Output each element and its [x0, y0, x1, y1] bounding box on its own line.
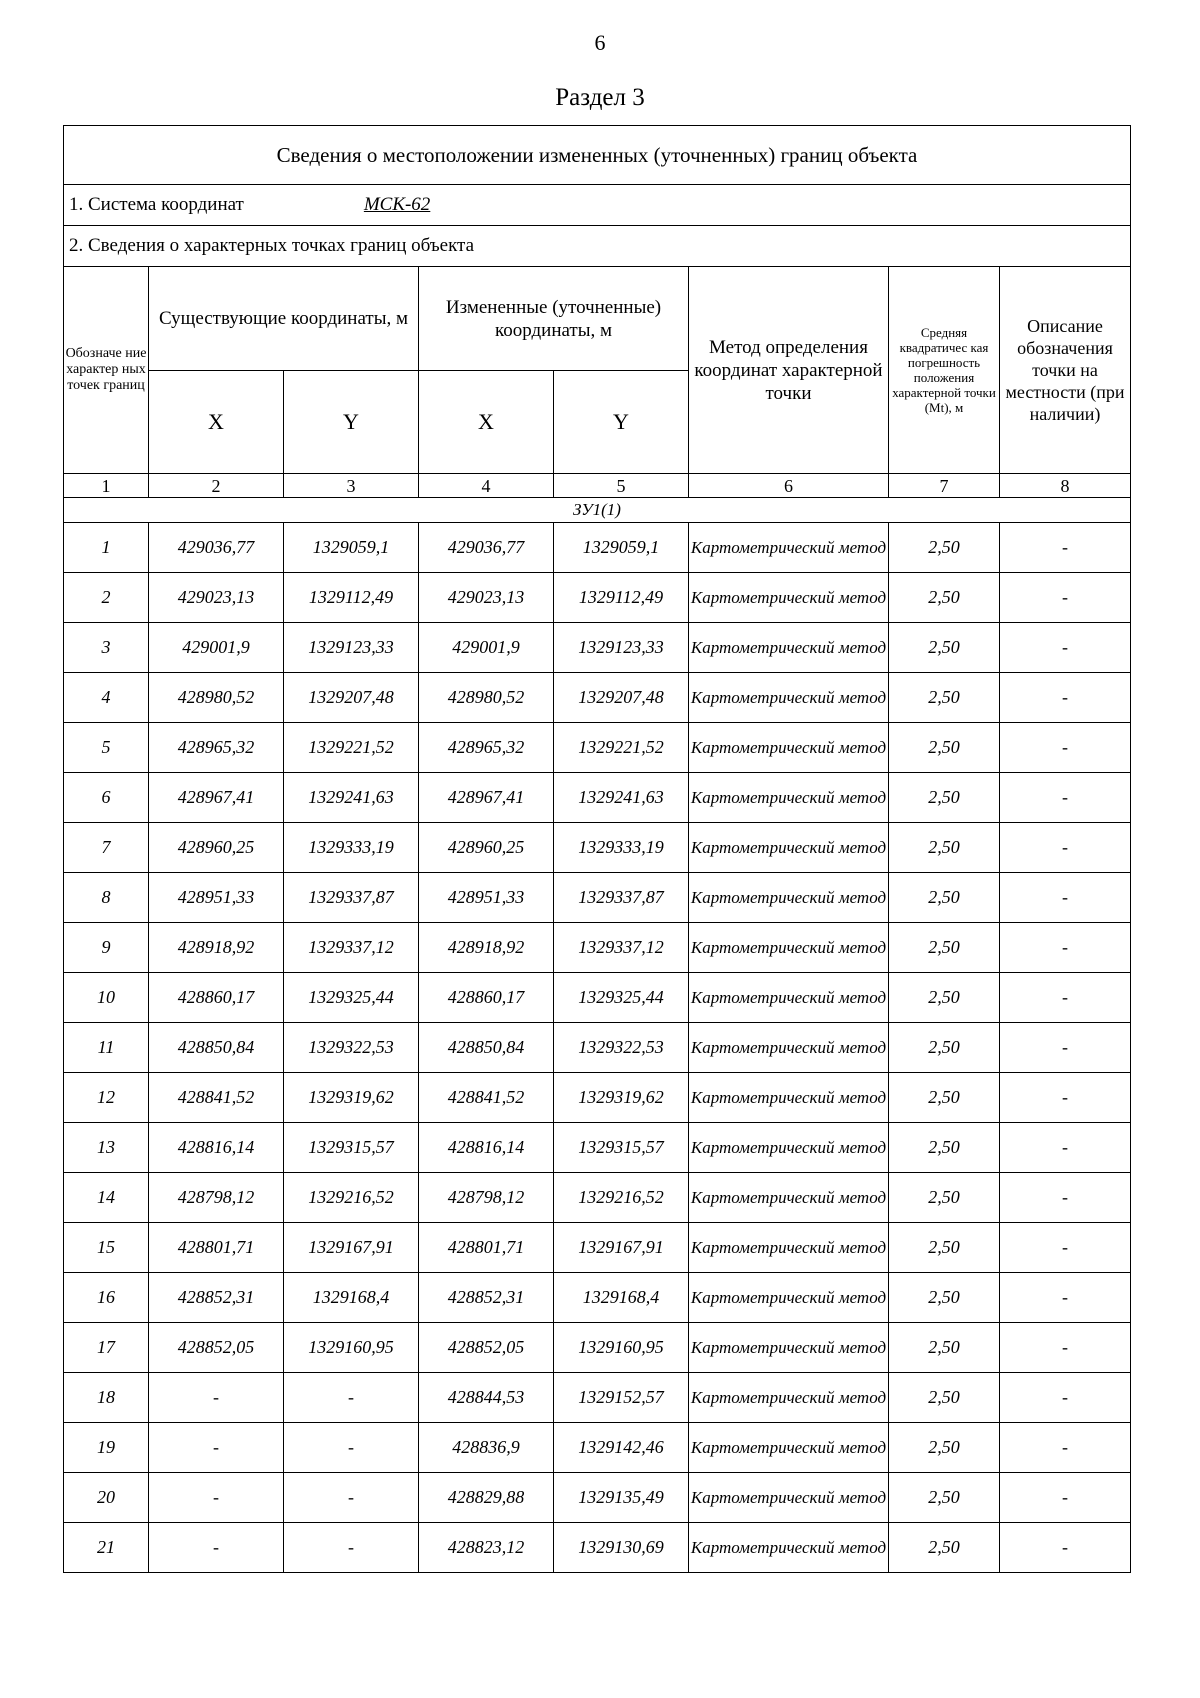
- accuracy-mt-cell: 2,50: [889, 923, 1000, 973]
- existing-x-cell: 429036,77: [149, 523, 284, 573]
- method-cell: Картометрический метод: [689, 723, 889, 773]
- accuracy-mt-cell: 2,50: [889, 973, 1000, 1023]
- existing-y-cell: -: [284, 1373, 419, 1423]
- existing-y-cell: -: [284, 1473, 419, 1523]
- point-number-cell: 5: [64, 723, 149, 773]
- existing-x-cell: 428841,52: [149, 1073, 284, 1123]
- header-existing-x: X: [149, 371, 284, 474]
- header-existing-y: Y: [284, 371, 419, 474]
- changed-y-cell: 1329315,57: [554, 1123, 689, 1173]
- header-accuracy: Средняя квадратичес кая погрешность положения характерной точки (Mt), м: [889, 267, 1000, 474]
- existing-y-cell: 1329325,44: [284, 973, 419, 1023]
- existing-x-cell: -: [149, 1423, 284, 1473]
- existing-x-cell: 428951,33: [149, 873, 284, 923]
- changed-y-cell: 1329135,49: [554, 1473, 689, 1523]
- existing-x-cell: 428801,71: [149, 1223, 284, 1273]
- points-section-label: 2. Сведения о характерных точках границ объекта: [64, 226, 1131, 267]
- existing-x-cell: 429023,13: [149, 573, 284, 623]
- existing-y-cell: 1329337,12: [284, 923, 419, 973]
- changed-x-cell: 428841,52: [419, 1073, 554, 1123]
- accuracy-mt-cell: 2,50: [889, 673, 1000, 723]
- point-description-cell: -: [1000, 1273, 1131, 1323]
- changed-x-cell: 428823,12: [419, 1523, 554, 1573]
- changed-y-cell: 1329142,46: [554, 1423, 689, 1473]
- method-cell: Картометрический метод: [689, 573, 889, 623]
- method-cell: Картометрический метод: [689, 1323, 889, 1373]
- coord-system-value: МСК-62: [363, 194, 431, 215]
- changed-y-cell: 1329112,49: [554, 573, 689, 623]
- header-changed-x: X: [419, 371, 554, 474]
- section-title: Раздел 3: [555, 84, 645, 111]
- accuracy-mt-cell: 2,50: [889, 623, 1000, 673]
- point-description-cell: -: [1000, 923, 1131, 973]
- point-description-cell: -: [1000, 1173, 1131, 1223]
- existing-y-cell: 1329123,33: [284, 623, 419, 673]
- point-description-cell: -: [1000, 623, 1131, 673]
- point-description-cell: -: [1000, 873, 1131, 923]
- changed-y-cell: 1329337,12: [554, 923, 689, 973]
- existing-x-cell: 428798,12: [149, 1173, 284, 1223]
- accuracy-mt-cell: 2,50: [889, 1173, 1000, 1223]
- table-row: [64, 823, 1131, 873]
- point-number-cell: 21: [64, 1523, 149, 1573]
- changed-x-cell: 428844,53: [419, 1373, 554, 1423]
- accuracy-mt-cell: 2,50: [889, 1023, 1000, 1073]
- changed-y-cell: 1329333,19: [554, 823, 689, 873]
- changed-y-cell: 1329160,95: [554, 1323, 689, 1373]
- existing-x-cell: 428816,14: [149, 1123, 284, 1173]
- column-number: 6: [689, 474, 889, 498]
- accuracy-mt-cell: 2,50: [889, 823, 1000, 873]
- header-changed-coords: Измененные (уточненные) координаты, м: [419, 267, 689, 371]
- coord-system-row: [64, 185, 1131, 226]
- point-description-cell: -: [1000, 1023, 1131, 1073]
- accuracy-mt-cell: 2,50: [889, 1323, 1000, 1373]
- header-existing-coords: Существующие координаты, м: [149, 267, 419, 371]
- accuracy-mt-cell: 2,50: [889, 723, 1000, 773]
- table-row: [64, 1523, 1131, 1573]
- method-cell: Картометрический метод: [689, 1073, 889, 1123]
- point-number-cell: 10: [64, 973, 149, 1023]
- changed-y-cell: 1329123,33: [554, 623, 689, 673]
- table-row: [64, 1373, 1131, 1423]
- changed-x-cell: 428852,31: [419, 1273, 554, 1323]
- table-row: [64, 773, 1131, 823]
- table-row: [64, 623, 1131, 673]
- changed-y-cell: 1329325,44: [554, 973, 689, 1023]
- column-number: 1: [64, 474, 149, 498]
- method-cell: Картометрический метод: [689, 923, 889, 973]
- point-number-cell: 9: [64, 923, 149, 973]
- existing-y-cell: 1329319,62: [284, 1073, 419, 1123]
- changed-x-cell: 428798,12: [419, 1173, 554, 1223]
- existing-x-cell: 428852,31: [149, 1273, 284, 1323]
- table-row: [64, 1173, 1131, 1223]
- existing-y-cell: -: [284, 1423, 419, 1473]
- existing-y-cell: 1329216,52: [284, 1173, 419, 1223]
- header-point-designation: Обозначе ние характер ных точек границ: [64, 267, 149, 474]
- changed-y-cell: 1329221,52: [554, 723, 689, 773]
- header-description: Описание обозначения точки на местности (при наличии): [1000, 267, 1131, 474]
- zone-label: ЗУ1(1): [64, 498, 1131, 523]
- point-description-cell: -: [1000, 1223, 1131, 1273]
- method-cell: Картометрический метод: [689, 1023, 889, 1073]
- changed-y-cell: 1329152,57: [554, 1373, 689, 1423]
- boundary-points-table: [63, 125, 1131, 1573]
- point-description-cell: -: [1000, 1523, 1131, 1573]
- point-number-cell: 1: [64, 523, 149, 573]
- method-cell: Картометрический метод: [689, 773, 889, 823]
- point-number-cell: 19: [64, 1423, 149, 1473]
- accuracy-mt-cell: 2,50: [889, 1423, 1000, 1473]
- point-description-cell: -: [1000, 1323, 1131, 1373]
- changed-y-cell: 1329216,52: [554, 1173, 689, 1223]
- column-number: 5: [554, 474, 689, 498]
- changed-y-cell: 1329130,69: [554, 1523, 689, 1573]
- table-row: [64, 1423, 1131, 1473]
- method-cell: Картометрический метод: [689, 873, 889, 923]
- point-description-cell: -: [1000, 573, 1131, 623]
- existing-x-cell: 428967,41: [149, 773, 284, 823]
- changed-x-cell: 429023,13: [419, 573, 554, 623]
- point-number-cell: 4: [64, 673, 149, 723]
- column-number: 3: [284, 474, 419, 498]
- point-description-cell: -: [1000, 1123, 1131, 1173]
- table-row: [64, 1473, 1131, 1523]
- accuracy-mt-cell: 2,50: [889, 773, 1000, 823]
- point-description-cell: -: [1000, 1073, 1131, 1123]
- changed-x-cell: 428918,92: [419, 923, 554, 973]
- existing-x-cell: 428960,25: [149, 823, 284, 873]
- table-row: [64, 873, 1131, 923]
- changed-y-cell: 1329322,53: [554, 1023, 689, 1073]
- point-description-cell: -: [1000, 973, 1131, 1023]
- existing-x-cell: 429001,9: [149, 623, 284, 673]
- table-row: [64, 1073, 1131, 1123]
- method-cell: Картометрический метод: [689, 623, 889, 673]
- method-cell: Картометрический метод: [689, 1523, 889, 1573]
- table-row: [64, 1273, 1131, 1323]
- table-row: [64, 723, 1131, 773]
- accuracy-mt-cell: 2,50: [889, 1473, 1000, 1523]
- changed-y-cell: 1329337,87: [554, 873, 689, 923]
- accuracy-mt-cell: 2,50: [889, 523, 1000, 573]
- point-number-cell: 3: [64, 623, 149, 673]
- point-number-cell: 7: [64, 823, 149, 873]
- method-cell: Картометрический метод: [689, 1123, 889, 1173]
- table-row: [64, 523, 1131, 573]
- point-number-cell: 13: [64, 1123, 149, 1173]
- point-number-cell: 8: [64, 873, 149, 923]
- changed-x-cell: 429001,9: [419, 623, 554, 673]
- changed-x-cell: 428836,9: [419, 1423, 554, 1473]
- existing-y-cell: -: [284, 1523, 419, 1573]
- coord-system-label: 1. Система координат: [69, 194, 244, 215]
- changed-x-cell: 428801,71: [419, 1223, 554, 1273]
- existing-x-cell: -: [149, 1373, 284, 1423]
- existing-y-cell: 1329241,63: [284, 773, 419, 823]
- header-changed-y: Y: [554, 371, 689, 474]
- changed-y-cell: 1329167,91: [554, 1223, 689, 1273]
- point-number-cell: 14: [64, 1173, 149, 1223]
- existing-y-cell: 1329337,87: [284, 873, 419, 923]
- point-number-cell: 12: [64, 1073, 149, 1123]
- existing-y-cell: 1329167,91: [284, 1223, 419, 1273]
- point-number-cell: 17: [64, 1323, 149, 1373]
- accuracy-mt-cell: 2,50: [889, 873, 1000, 923]
- changed-y-cell: 1329319,62: [554, 1073, 689, 1123]
- page-number: 6: [594, 30, 606, 55]
- point-description-cell: -: [1000, 1373, 1131, 1423]
- column-number: 8: [1000, 474, 1131, 498]
- method-cell: Картометрический метод: [689, 823, 889, 873]
- point-number-cell: 15: [64, 1223, 149, 1273]
- existing-y-cell: 1329059,1: [284, 523, 419, 573]
- method-cell: Картометрический метод: [689, 1273, 889, 1323]
- header-method: Метод определения координат характерной точки: [689, 267, 889, 474]
- table-row: [64, 1323, 1131, 1373]
- changed-y-cell: 1329241,63: [554, 773, 689, 823]
- column-numbers-row: [64, 474, 1131, 498]
- changed-x-cell: 428850,84: [419, 1023, 554, 1073]
- point-number-cell: 6: [64, 773, 149, 823]
- table-row: [64, 1123, 1131, 1173]
- changed-x-cell: 428965,32: [419, 723, 554, 773]
- point-description-cell: -: [1000, 1473, 1131, 1523]
- table-row: [64, 1223, 1131, 1273]
- table-row: [64, 573, 1131, 623]
- method-cell: Картометрический метод: [689, 1423, 889, 1473]
- point-number-cell: 18: [64, 1373, 149, 1423]
- changed-x-cell: 428960,25: [419, 823, 554, 873]
- column-number: 4: [419, 474, 554, 498]
- existing-x-cell: 428852,05: [149, 1323, 284, 1373]
- existing-x-cell: -: [149, 1473, 284, 1523]
- existing-x-cell: -: [149, 1523, 284, 1573]
- changed-y-cell: 1329059,1: [554, 523, 689, 573]
- method-cell: Картометрический метод: [689, 523, 889, 573]
- method-cell: Картометрический метод: [689, 1173, 889, 1223]
- table-title: Сведения о местоположении измененных (уточненных) границ объекта: [64, 126, 1131, 185]
- method-cell: Картометрический метод: [689, 1373, 889, 1423]
- existing-y-cell: 1329333,19: [284, 823, 419, 873]
- existing-y-cell: 1329322,53: [284, 1023, 419, 1073]
- existing-y-cell: 1329160,95: [284, 1323, 419, 1373]
- method-cell: Картометрический метод: [689, 973, 889, 1023]
- method-cell: Картометрический метод: [689, 1223, 889, 1273]
- changed-x-cell: 428860,17: [419, 973, 554, 1023]
- changed-x-cell: 428951,33: [419, 873, 554, 923]
- point-number-cell: 11: [64, 1023, 149, 1073]
- changed-y-cell: 1329168,4: [554, 1273, 689, 1323]
- point-number-cell: 20: [64, 1473, 149, 1523]
- point-description-cell: -: [1000, 773, 1131, 823]
- point-description-cell: -: [1000, 523, 1131, 573]
- column-number: 2: [149, 474, 284, 498]
- accuracy-mt-cell: 2,50: [889, 1073, 1000, 1123]
- point-description-cell: -: [1000, 723, 1131, 773]
- existing-x-cell: 428860,17: [149, 973, 284, 1023]
- table-row: [64, 973, 1131, 1023]
- table-row: [64, 673, 1131, 723]
- changed-x-cell: 428829,88: [419, 1473, 554, 1523]
- table-row: [64, 1023, 1131, 1073]
- accuracy-mt-cell: 2,50: [889, 1223, 1000, 1273]
- existing-y-cell: 1329112,49: [284, 573, 419, 623]
- existing-y-cell: 1329315,57: [284, 1123, 419, 1173]
- existing-x-cell: 428850,84: [149, 1023, 284, 1073]
- accuracy-mt-cell: 2,50: [889, 573, 1000, 623]
- existing-y-cell: 1329221,52: [284, 723, 419, 773]
- point-description-cell: -: [1000, 1423, 1131, 1473]
- method-cell: Картометрический метод: [689, 1473, 889, 1523]
- changed-x-cell: 428816,14: [419, 1123, 554, 1173]
- changed-x-cell: 428967,41: [419, 773, 554, 823]
- table-row: [64, 923, 1131, 973]
- accuracy-mt-cell: 2,50: [889, 1123, 1000, 1173]
- changed-x-cell: 428980,52: [419, 673, 554, 723]
- changed-x-cell: 429036,77: [419, 523, 554, 573]
- accuracy-mt-cell: 2,50: [889, 1273, 1000, 1323]
- existing-x-cell: 428918,92: [149, 923, 284, 973]
- accuracy-mt-cell: 2,50: [889, 1373, 1000, 1423]
- existing-x-cell: 428965,32: [149, 723, 284, 773]
- existing-x-cell: 428980,52: [149, 673, 284, 723]
- point-number-cell: 2: [64, 573, 149, 623]
- changed-x-cell: 428852,05: [419, 1323, 554, 1373]
- existing-y-cell: 1329168,4: [284, 1273, 419, 1323]
- changed-y-cell: 1329207,48: [554, 673, 689, 723]
- point-number-cell: 16: [64, 1273, 149, 1323]
- existing-y-cell: 1329207,48: [284, 673, 419, 723]
- point-description-cell: -: [1000, 823, 1131, 873]
- method-cell: Картометрический метод: [689, 673, 889, 723]
- point-description-cell: -: [1000, 673, 1131, 723]
- column-number: 7: [889, 474, 1000, 498]
- accuracy-mt-cell: 2,50: [889, 1523, 1000, 1573]
